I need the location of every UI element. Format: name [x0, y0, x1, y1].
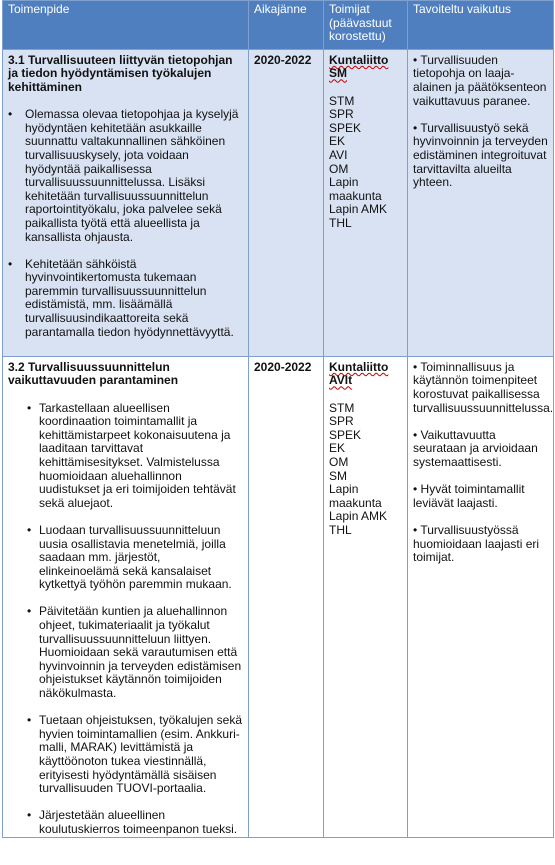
- actor: SPEK: [329, 427, 362, 442]
- list-item: • Tuetaan ohjeistuksen, työkalujen sekä hyvien toimintamallien (esim. Ankkuri-malli, MARAK) levittämistä ja käyttöönoton tukea viestinnällä, erityisesti hyödyntämällä sisäisen turvallisuuden TUOVI-portaalia.: [8, 714, 243, 796]
- actor: SPR: [329, 414, 354, 429]
- actor: THL: [329, 522, 352, 537]
- effect-item: • Hyvät toimintamallit leviävät laajasti.: [413, 482, 525, 510]
- list-item: • Järjestetään alueellinen koulutuskierros toimeenpanon tueksi.: [8, 809, 243, 836]
- lead-actors: Kuntaliitto AVIt: [329, 359, 389, 388]
- measures-table: [2, 0, 554, 838]
- list-item: • Päivitetään kuntien ja aluehallinnon ohjeet, tukimateriaalit ja työkalut turvallisuussuunnitteluun liittyen. Huomioidaan sekä varautumisen että hyvinvoinnin ja terveyden edistämisen ohjeistukset käytännön toimijoiden näkökulmasta.: [8, 605, 243, 700]
- measure-bullet-list: [8, 108, 243, 339]
- period-cell: [249, 49, 324, 356]
- header-measure: Toimenpide: [3, 1, 249, 50]
- table-row: [3, 356, 554, 837]
- header-actors: Toimijat (päävastuut korostettu): [324, 1, 408, 50]
- actor: STM: [329, 93, 355, 108]
- table-row: [3, 49, 554, 356]
- actor: Lapin AMK: [329, 202, 388, 217]
- actors-cell: [324, 356, 408, 837]
- actor: OM: [329, 161, 349, 176]
- table-header-row: [3, 1, 554, 50]
- effect-item: • Turvallisuustyö sekä hyvinvoinnin ja terveyden edistäminen integroituvat tarvittavilta alueilta yhteen.: [413, 120, 548, 190]
- measure-title: 3.2 Turvallisuussuunnittelun vaikuttavuuden parantaminen: [8, 359, 179, 388]
- list-item: • Kehitetään sähköistä hyvinvointikertomusta tukemaan paremmin turvallisuussuunnittelun edistämistä, mm. lisäämällä turvallisuusindikaattoreita sekä parantamalla tiedon hyödynnettävyyttä.: [8, 258, 243, 340]
- actor: SM: [329, 468, 347, 483]
- period-value: 2020-2022: [254, 52, 312, 67]
- actor: OM: [329, 454, 349, 469]
- actor: SPR: [329, 107, 354, 122]
- effect-item: • Turvallisuustyössä huomioidaan laajasti eri toimijat.: [413, 522, 540, 565]
- list-item: • Olemassa olevaa tietopohjaa ja kyselyjä hyödyntäen kehitetään asukkaille suunnattu valtakunnallinen sähköinen turvallisuuskysely, jota voidaan hyödyntää paikallisessa turvallisuussuunnittelussa. Lisäksi kehitetään turvallisuussuunnittelun raportointityökalu, joka palvelee sekä paikallista työtä että alueellista ja kansallista ohjausta.: [8, 108, 243, 244]
- measure-title: 3.1 Turvallisuuteen liittyvän tietopohjan ja tiedon hyödyntämisen työkalujen kehittäminen: [8, 52, 233, 94]
- actor: AVI: [329, 147, 348, 162]
- actor: EK: [329, 441, 346, 456]
- list-item: • Tarkastellaan alueellisen koordinaation toimintamallit ja kehittämistarpeet kokonaisuutena ja laaditaan tarvittavat kehittämisesitykset. Valmistelussa huomioidaan aluehallinnon uudistukset ja eri toimijoiden tehtävät sekä aluejaot.: [8, 402, 243, 511]
- measure-cell: [3, 356, 249, 837]
- period-value: 2020-2022: [254, 359, 312, 374]
- actor: Lapin AMK: [329, 509, 388, 524]
- period-cell: [249, 356, 324, 837]
- measure-cell: [3, 49, 249, 356]
- actor: Lapin maakunta: [329, 175, 382, 203]
- actor: STM: [329, 400, 355, 415]
- effect-item: • Toiminnallisuus ja käytännön toimenpiteet korostuvat paikallisessa turvallisuussuunnittelussa.: [413, 359, 554, 415]
- actor: Lapin maakunta: [329, 482, 382, 510]
- actors-cell: [324, 49, 408, 356]
- actor: SPEK: [329, 120, 362, 135]
- effect-cell: [408, 49, 554, 356]
- measure-bullet-list: [8, 402, 243, 837]
- lead-actors: Kuntaliitto SM: [329, 52, 389, 81]
- actor: THL: [329, 215, 352, 230]
- effect-item: • Turvallisuuden tietopohja on laaja-alainen ja päätöksenteon vaikuttavuus paranee.: [413, 52, 547, 108]
- list-item: • Luodaan turvallisuussuunnitteluun uusia osallistavia menetelmiä, joilla saadaan mm. järjestöt, elinkeinoelämä sekä kansalaiset kytkettyä työhön paremmin mukaan.: [8, 524, 243, 592]
- effect-item: • Vaikuttavuutta seurataan ja arvioidaan systemaattisesti.: [413, 427, 538, 469]
- actor: EK: [329, 134, 346, 149]
- header-period: Aikajänne: [249, 1, 324, 50]
- effect-cell: [408, 356, 554, 837]
- header-effect: Tavoiteltu vaikutus: [408, 1, 554, 50]
